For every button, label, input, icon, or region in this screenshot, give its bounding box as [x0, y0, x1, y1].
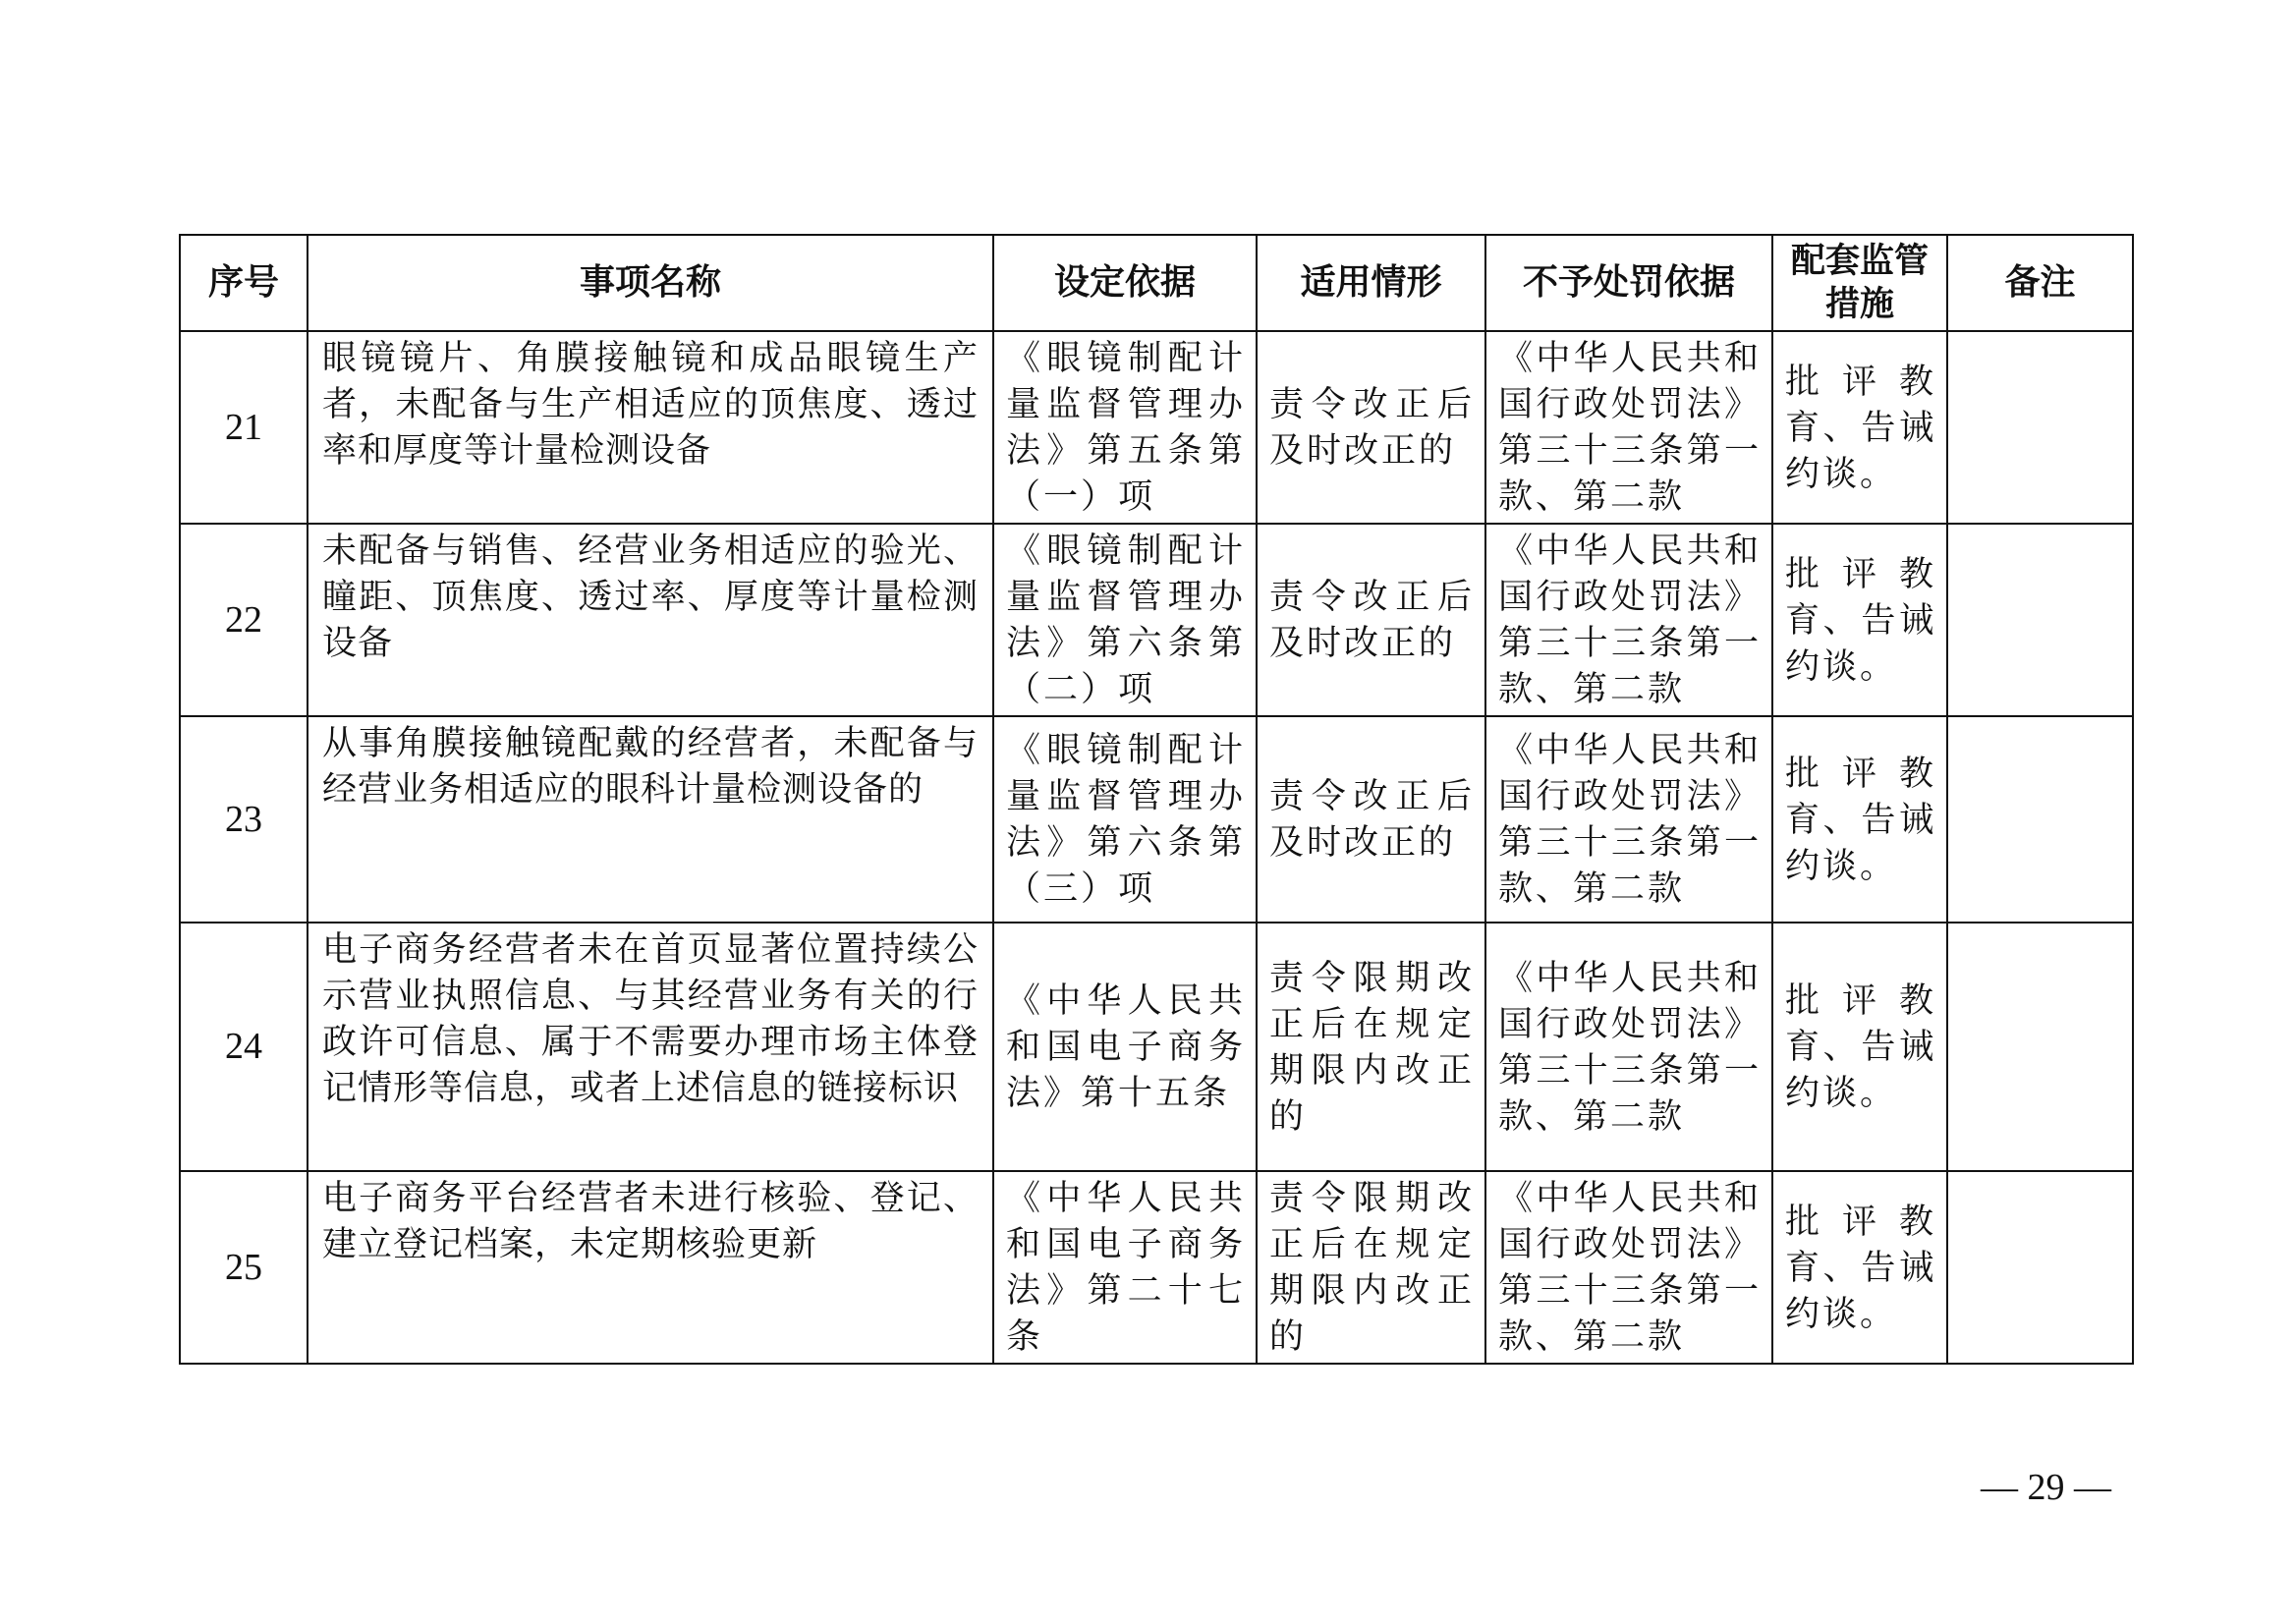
row-no-penalty-basis: 《中华人民共和国行政处罚法》第三十三条第一款、第二款 — [1485, 1171, 1772, 1364]
row-situation: 责令限期改正后在规定期限内改正的 — [1257, 923, 1485, 1171]
table-row — [180, 716, 2133, 923]
row-no-penalty-basis: 《中华人民共和国行政处罚法》第三十三条第一款、第二款 — [1485, 331, 1772, 524]
table-row — [180, 923, 2133, 1171]
row-situation: 责令改正后及时改正的 — [1257, 716, 1485, 923]
row-basis: 《眼镜制配计量监督管理办法》第五条第（一）项 — [993, 331, 1257, 524]
page-number: — 29 — — [1981, 1467, 2111, 1508]
row-seq: 23 — [180, 716, 308, 923]
row-basis: 《眼镜制配计量监督管理办法》第六条第（三）项 — [993, 716, 1257, 923]
row-situation: 责令改正后及时改正的 — [1257, 331, 1485, 524]
row-remarks — [1947, 1171, 2133, 1364]
row-basis: 《眼镜制配计量监督管理办法》第六条第（二）项 — [993, 524, 1257, 716]
row-situation: 责令限期改正后在规定期限内改正的 — [1257, 1171, 1485, 1364]
row-seq: 25 — [180, 1171, 308, 1364]
row-item-name: 未配备与销售、经营业务相适应的验光、瞳距、顶焦度、透过率、厚度等计量检测设备 — [308, 524, 993, 716]
row-basis: 《中华人民共和国电子商务法》第二十七条 — [993, 1171, 1257, 1364]
row-seq: 24 — [180, 923, 308, 1171]
row-no-penalty-basis: 《中华人民共和国行政处罚法》第三十三条第一款、第二款 — [1485, 716, 1772, 923]
table-row — [180, 524, 2133, 716]
row-measures: 批评教育、告诫约谈。 — [1772, 716, 1947, 923]
row-remarks — [1947, 923, 2133, 1171]
row-remarks — [1947, 524, 2133, 716]
row-measures: 批评教育、告诫约谈。 — [1772, 923, 1947, 1171]
header-remarks: 备注 — [1947, 235, 2133, 331]
row-remarks — [1947, 331, 2133, 524]
no-penalty-items-table — [179, 234, 2134, 1365]
row-item-name: 电子商务经营者未在首页显著位置持续公示营业执照信息、与其经营业务有关的行政许可信息、属于不需要办理市场主体登记情形等信息，或者上述信息的链接标识 — [308, 923, 993, 1171]
row-situation: 责令改正后及时改正的 — [1257, 524, 1485, 716]
row-measures: 批评教育、告诫约谈。 — [1772, 331, 1947, 524]
row-measures: 批评教育、告诫约谈。 — [1772, 1171, 1947, 1364]
row-item-name: 眼镜镜片、角膜接触镜和成品眼镜生产者，未配备与生产相适应的顶焦度、透过率和厚度等计量检测设备 — [308, 331, 993, 524]
row-seq: 21 — [180, 331, 308, 524]
row-item-name: 电子商务平台经营者未进行核验、登记、建立登记档案，未定期核验更新 — [308, 1171, 993, 1364]
row-no-penalty-basis: 《中华人民共和国行政处罚法》第三十三条第一款、第二款 — [1485, 923, 1772, 1171]
header-no-penalty-basis: 不予处罚依据 — [1485, 235, 1772, 331]
header-basis: 设定依据 — [993, 235, 1257, 331]
table-row — [180, 1171, 2133, 1364]
header-measures: 配套监管措施 — [1772, 235, 1947, 331]
table-header-row — [180, 235, 2133, 331]
row-item-name: 从事角膜接触镜配戴的经营者，未配备与经营业务相适应的眼科计量检测设备的 — [308, 716, 993, 923]
row-seq: 22 — [180, 524, 308, 716]
table-row — [180, 331, 2133, 524]
row-measures: 批评教育、告诫约谈。 — [1772, 524, 1947, 716]
row-basis: 《中华人民共和国电子商务法》第十五条 — [993, 923, 1257, 1171]
row-remarks — [1947, 716, 2133, 923]
row-no-penalty-basis: 《中华人民共和国行政处罚法》第三十三条第一款、第二款 — [1485, 524, 1772, 716]
header-item-name: 事项名称 — [308, 235, 993, 331]
header-seq: 序号 — [180, 235, 308, 331]
header-situation: 适用情形 — [1257, 235, 1485, 331]
